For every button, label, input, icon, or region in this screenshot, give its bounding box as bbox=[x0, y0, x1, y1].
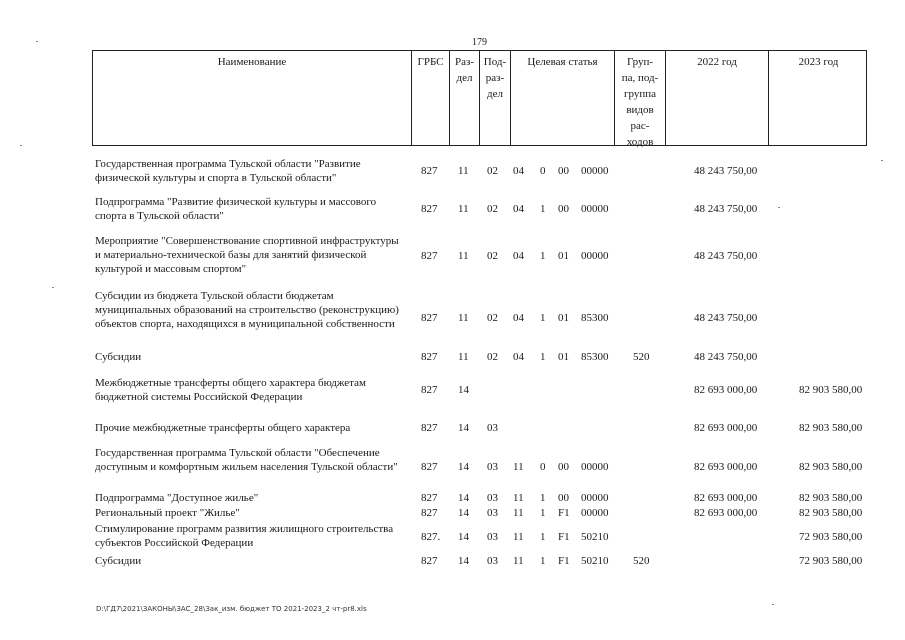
row-target-subprogram: 1 bbox=[540, 312, 546, 324]
row-target-subprogram: 0 bbox=[540, 461, 546, 473]
header-group-line: па, под- bbox=[621, 72, 659, 84]
row-razdel: 14 bbox=[458, 507, 469, 519]
scan-speck bbox=[778, 207, 780, 208]
row-grbs: 827. bbox=[421, 531, 441, 543]
row-target-event: F1 bbox=[558, 531, 570, 543]
row-razdel: 14 bbox=[458, 422, 469, 434]
row-target-direction: 00000 bbox=[581, 492, 609, 504]
row-expense-type: 520 bbox=[633, 555, 650, 567]
row-target-program: 11 bbox=[513, 461, 524, 473]
header-podrazdel-line: Под- bbox=[483, 56, 507, 68]
row-target-direction: 00000 bbox=[581, 165, 609, 177]
row-amount-2022: 82 693 000,00 bbox=[694, 422, 758, 434]
row-target-program: 04 bbox=[513, 165, 524, 177]
header-group-line: ходов bbox=[626, 136, 654, 148]
row-target-event: F1 bbox=[558, 555, 570, 567]
row-amount-2022: 48 243 750,00 bbox=[694, 250, 758, 262]
row-target-event: 01 bbox=[558, 312, 569, 324]
row-grbs: 827 bbox=[421, 422, 438, 434]
row-razdel: 14 bbox=[458, 555, 469, 567]
row-target-program: 11 bbox=[513, 507, 524, 519]
row-name: Субсидии bbox=[95, 351, 142, 363]
header-grbs: ГРБС bbox=[411, 51, 449, 145]
header-razdel bbox=[449, 51, 479, 145]
row-razdel: 11 bbox=[458, 312, 469, 324]
row-grbs: 827 bbox=[421, 203, 438, 215]
row-amount-2023: 72 903 580,00 bbox=[799, 531, 863, 543]
scan-speck bbox=[36, 41, 38, 42]
scan-speck bbox=[881, 160, 883, 161]
row-name: Подпрограмма "Развитие физической культуры и массового спорта в Тульской области" bbox=[95, 196, 377, 222]
header-group-line: рас- bbox=[630, 120, 650, 132]
row-target-direction: 00000 bbox=[581, 461, 609, 473]
row-grbs: 827 bbox=[421, 384, 438, 396]
row-target-event: 01 bbox=[558, 351, 569, 363]
row-grbs: 827 bbox=[421, 351, 438, 363]
header-podrazdel-line: дел bbox=[487, 88, 503, 100]
row-target-event: 00 bbox=[558, 492, 569, 504]
row-amount-2023: 82 903 580,00 bbox=[799, 422, 863, 434]
scan-speck bbox=[20, 145, 22, 146]
row-grbs: 827 bbox=[421, 312, 438, 324]
row-grbs: 827 bbox=[421, 461, 438, 473]
row-razdel: 14 bbox=[458, 492, 469, 504]
row-grbs: 827 bbox=[421, 165, 438, 177]
row-target-event: 00 bbox=[558, 203, 569, 215]
row-podrazdel: 02 bbox=[487, 203, 498, 215]
row-target-event: F1 bbox=[558, 507, 570, 519]
row-grbs: 827 bbox=[421, 492, 438, 504]
row-name: Мероприятие "Совершенствование спортивной инфраструктуры и материально-технической базы для занятий физической культурой и массовым спортом" bbox=[95, 235, 399, 275]
header-group bbox=[614, 51, 665, 148]
row-razdel: 14 bbox=[458, 461, 469, 473]
row-name: Стимулирование программ развития жилищного строительства субъектов Российской Федерации bbox=[95, 523, 394, 549]
row-grbs: 827 bbox=[421, 555, 438, 567]
row-podrazdel: 02 bbox=[487, 165, 498, 177]
row-target-program: 11 bbox=[513, 555, 524, 567]
row-target-subprogram: 1 bbox=[540, 250, 546, 262]
row-expense-type: 520 bbox=[633, 351, 650, 363]
scan-speck bbox=[52, 287, 54, 288]
header-group-line: видов bbox=[626, 104, 654, 116]
row-target-subprogram: 1 bbox=[540, 203, 546, 215]
row-target-program: 11 bbox=[513, 531, 524, 543]
row-podrazdel: 02 bbox=[487, 351, 498, 363]
row-target-event: 00 bbox=[558, 461, 569, 473]
row-target-direction: 50210 bbox=[581, 555, 609, 567]
row-target-subprogram: 1 bbox=[540, 531, 546, 543]
row-target-program: 04 bbox=[513, 351, 524, 363]
row-amount-2022: 82 693 000,00 bbox=[694, 384, 758, 396]
row-amount-2022: 82 693 000,00 bbox=[694, 507, 758, 519]
table-header bbox=[92, 50, 867, 146]
row-target-program: 11 bbox=[513, 492, 524, 504]
header-target: Целевая статья bbox=[510, 51, 614, 145]
row-amount-2023: 82 903 580,00 bbox=[799, 507, 863, 519]
page-number: 179 bbox=[472, 37, 487, 48]
row-target-subprogram: 1 bbox=[540, 507, 546, 519]
row-target-direction: 85300 bbox=[581, 351, 609, 363]
row-razdel: 11 bbox=[458, 351, 469, 363]
row-amount-2022: 82 693 000,00 bbox=[694, 492, 758, 504]
row-target-event: 00 bbox=[558, 165, 569, 177]
row-name: Субсидии из бюджета Тульской области бюджетам муниципальных образований на строительство (реконструкцию) объектов спорта, находящихся в муниципальной собственности bbox=[95, 290, 399, 330]
header-group-line: Груп- bbox=[626, 56, 654, 68]
row-razdel: 11 bbox=[458, 250, 469, 262]
row-grbs: 827 bbox=[421, 250, 438, 262]
row-name: Субсидии bbox=[95, 555, 142, 567]
row-razdel: 14 bbox=[458, 384, 469, 396]
file-path-footer: D:\ГД7\2021\ЗАКОНЫ\ЗАС_28\Зак_изм. бюджет ТО 2021-2023_2 чт-pr8.xls bbox=[96, 605, 367, 613]
row-target-subprogram: 1 bbox=[540, 351, 546, 363]
row-amount-2023: 72 903 580,00 bbox=[799, 555, 863, 567]
row-podrazdel: 03 bbox=[487, 507, 498, 519]
row-amount-2022: 82 693 000,00 bbox=[694, 461, 758, 473]
header-razdel-line: Раз- bbox=[454, 56, 474, 68]
row-target-direction: 00000 bbox=[581, 507, 609, 519]
row-amount-2023: 82 903 580,00 bbox=[799, 492, 863, 504]
header-2022: 2022 год bbox=[665, 51, 768, 145]
row-podrazdel: 03 bbox=[487, 555, 498, 567]
header-podrazdel-line: раз- bbox=[485, 72, 505, 84]
scan-speck bbox=[772, 604, 774, 605]
row-target-program: 04 bbox=[513, 312, 524, 324]
row-target-direction: 50210 bbox=[581, 531, 609, 543]
row-amount-2022: 48 243 750,00 bbox=[694, 203, 758, 215]
row-target-program: 04 bbox=[513, 203, 524, 215]
row-podrazdel: 02 bbox=[487, 250, 498, 262]
header-razdel-line: дел bbox=[456, 72, 473, 84]
row-target-subprogram: 0 bbox=[540, 165, 546, 177]
row-podrazdel: 03 bbox=[487, 461, 498, 473]
header-group-line: группа bbox=[623, 88, 657, 100]
row-razdel: 11 bbox=[458, 165, 469, 177]
row-amount-2022: 48 243 750,00 bbox=[694, 165, 758, 177]
row-target-direction: 00000 bbox=[581, 203, 609, 215]
row-name: Региональный проект "Жилье" bbox=[95, 507, 240, 519]
header-name: Наименование bbox=[217, 56, 287, 68]
row-amount-2022: 48 243 750,00 bbox=[694, 312, 758, 324]
row-podrazdel: 03 bbox=[487, 422, 498, 434]
row-podrazdel: 03 bbox=[487, 531, 498, 543]
row-target-event: 01 bbox=[558, 250, 569, 262]
header-2023: 2023 год bbox=[768, 51, 868, 145]
header-podrazdel bbox=[479, 51, 510, 145]
row-name: Государственная программа Тульской области "Обеспечение доступным и комфортным жильем населения Тульской области" bbox=[95, 447, 398, 473]
row-target-direction: 85300 bbox=[581, 312, 609, 324]
row-name: Прочие межбюджетные трансферты общего характера bbox=[95, 422, 351, 434]
row-target-direction: 00000 bbox=[581, 250, 609, 262]
row-podrazdel: 03 bbox=[487, 492, 498, 504]
row-amount-2022: 48 243 750,00 bbox=[694, 351, 758, 363]
row-target-subprogram: 1 bbox=[540, 492, 546, 504]
row-target-program: 04 bbox=[513, 250, 524, 262]
row-amount-2023: 82 903 580,00 bbox=[799, 461, 863, 473]
row-target-subprogram: 1 bbox=[540, 555, 546, 567]
row-podrazdel: 02 bbox=[487, 312, 498, 324]
row-amount-2023: 82 903 580,00 bbox=[799, 384, 863, 396]
row-name: Подпрограмма "Доступное жилье" bbox=[95, 492, 259, 504]
row-grbs: 827 bbox=[421, 507, 438, 519]
row-name: Государственная программа Тульской области "Развитие физической культуры и спорта в Тульской области" bbox=[95, 158, 361, 184]
row-name: Межбюджетные трансферты общего характера бюджетам бюджетной системы Российской Федерации bbox=[95, 377, 366, 403]
row-razdel: 11 bbox=[458, 203, 469, 215]
row-razdel: 14 bbox=[458, 531, 469, 543]
